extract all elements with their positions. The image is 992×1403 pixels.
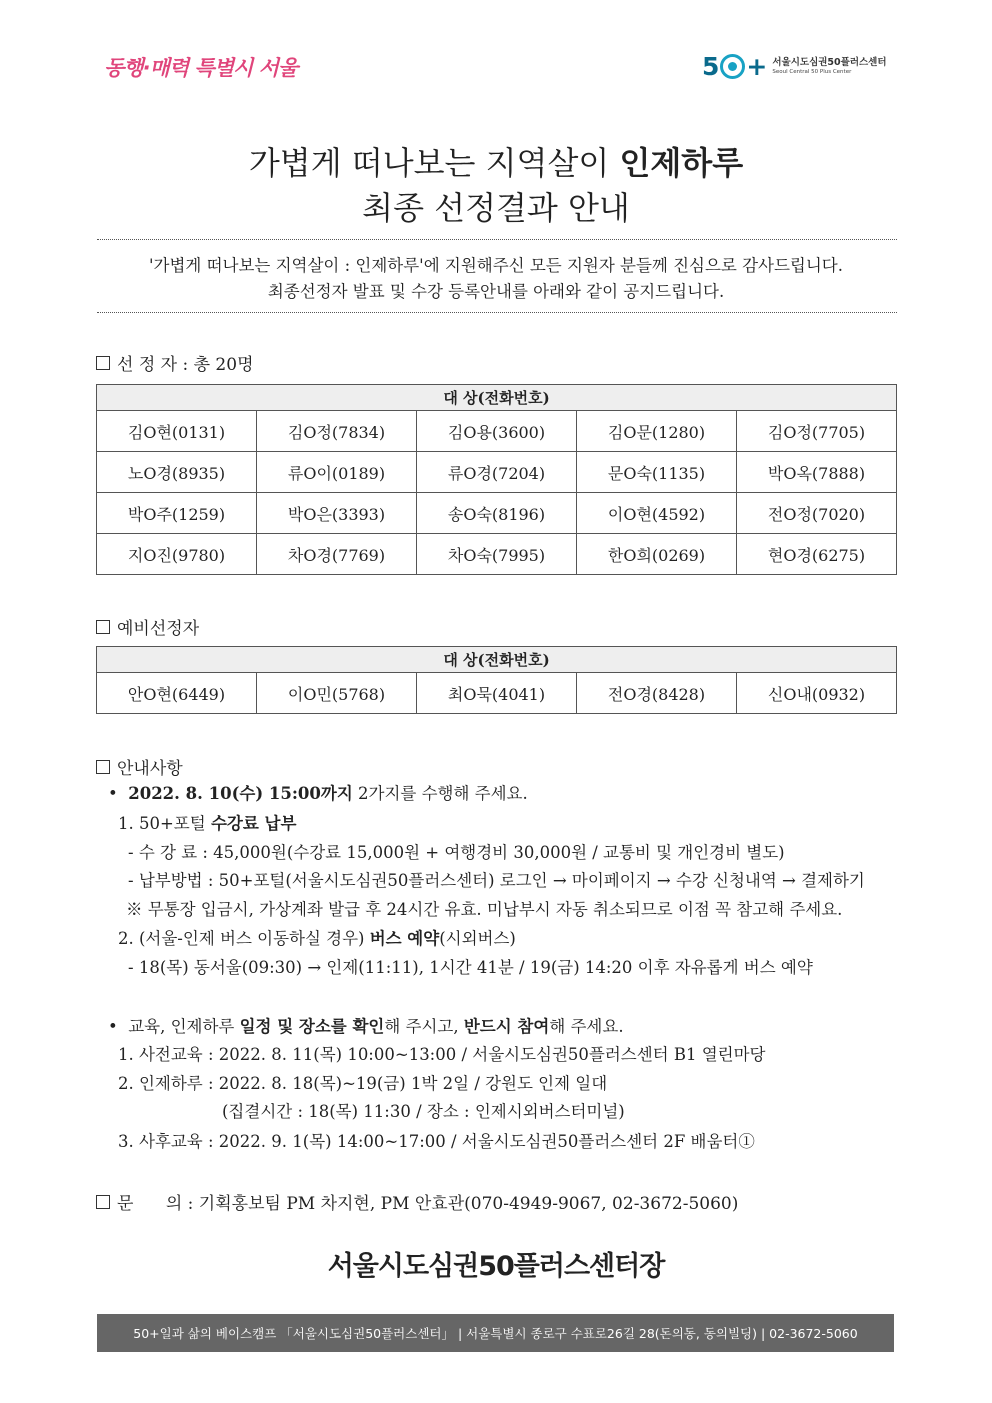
table-row	[97, 673, 897, 714]
table-cell: 이O현(4592)	[577, 493, 737, 534]
notice-bullet-2: • 교육, 인제하루 일정 및 장소를 확인해 주시고, 반드시 참여해 주세요.	[108, 1017, 624, 1036]
checkbox-icon	[96, 356, 110, 370]
notice-item-2: 2. (서울-인제 버스 이동하실 경우) 버스 예약(시외버스)	[118, 929, 516, 948]
table-cell: 전O정(7020)	[737, 493, 897, 534]
table-cell: 차O경(7769)	[257, 534, 417, 575]
checkbox-icon	[96, 760, 110, 774]
table-header: 대 상(전화번호)	[97, 647, 897, 673]
schedule-post-education: 3. 사후교육 : 2022. 9. 1(목) 14:00~17:00 / 서울시도심권50플러스센터 2F 배움터①	[118, 1132, 755, 1151]
center-name-kr: 서울시도심권50플러스센터	[772, 56, 887, 68]
reserve-table	[96, 646, 897, 714]
notice-payment: - 납부방법 : 50+포털(서울시도심권50플러스센터) 로그인 → 마이페이지 → 수강 신청내역 → 결제하기	[128, 871, 865, 890]
table-cell: 김O정(7705)	[737, 411, 897, 452]
table-cell: 차O숙(7995)	[417, 534, 577, 575]
notice-warning: ※ 무통장 입금시, 가상계좌 발급 후 24시간 유효. 미납부시 자동 취소되므로 이점 꼭 참고해 주세요.	[126, 900, 843, 919]
table-cell: 박O은(3393)	[257, 493, 417, 534]
reserve-heading: 예비선정자	[96, 614, 199, 639]
notice-bus: - 18(목) 동서울(09:30) → 인제(11:11), 1시간 41분 / 19(금) 14:20 이후 자유롭게 버스 예약	[128, 958, 813, 977]
table-cell: 류O이(0189)	[257, 452, 417, 493]
center-logo	[702, 52, 887, 81]
intro-text: '가볍게 떠나보는 지역살이 : 인제하루'에 지원해주신 모든 지원자 분들께 진심으로 감사드립니다. 최종선정자 발표 및 수강 등록안내를 아래와 같이 공지드립니다.	[149, 256, 843, 301]
divider-top	[97, 239, 897, 240]
table-cell: 박O옥(7888)	[737, 452, 897, 493]
circle-logo-icon	[720, 54, 745, 79]
table-cell: 현O경(6275)	[737, 534, 897, 575]
checkbox-icon	[96, 620, 110, 634]
notice-fee: - 수 강 료 : 45,000원(수강료 15,000원 + 여행경비 30,000원 / 교통비 및 개인경비 별도)	[128, 843, 785, 862]
table-cell: 박O주(1259)	[97, 493, 257, 534]
table-cell: 김O현(0131)	[97, 411, 257, 452]
selected-table	[96, 384, 897, 575]
center-name-en: Seoul Central 50 Plus Center	[772, 69, 852, 75]
table-cell: 김O용(3600)	[417, 411, 577, 452]
table-cell: 김O문(1280)	[577, 411, 737, 452]
table-cell: 류O경(7204)	[417, 452, 577, 493]
notice-heading: 안내사항	[96, 754, 183, 779]
page-title-line2: 최종 선정결과 안내	[362, 189, 630, 227]
selected-heading: 선 정 자 : 총 20명	[96, 350, 254, 375]
page-title-line1: 가볍게 떠나보는 지역살이 인제하루	[248, 144, 744, 182]
table-row	[97, 411, 897, 452]
table-row	[97, 493, 897, 534]
table-cell: 문O숙(1135)	[577, 452, 737, 493]
table-header: 대 상(전화번호)	[97, 385, 897, 411]
table-cell: 김O정(7834)	[257, 411, 417, 452]
schedule-pre-education: 1. 사전교육 : 2022. 8. 11(목) 10:00~13:00 / 서울시도심권50플러스센터 B1 열린마당	[118, 1045, 766, 1064]
table-cell: 안O현(6449)	[97, 673, 257, 714]
fifty-plus-logo-mark: 5 +	[702, 52, 768, 81]
table-cell: 송O숙(8196)	[417, 493, 577, 534]
footer-bar: 50+일과 삶의 베이스캠프 「서울시도심권50플러스센터」 | 서울특별시 종로구 수표로26길 28(돈의동, 동의빌딩) | 02-3672-5060	[97, 1314, 894, 1352]
table-cell: 이O민(5768)	[257, 673, 417, 714]
closing-signature: 서울시도심권50플러스센터장	[327, 1251, 665, 1282]
seoul-slogan-logo: 동행·매력 특별시 서울	[104, 56, 298, 80]
table-cell: 전O경(8428)	[577, 673, 737, 714]
contact-info: 문 의 : 기획홍보팀 PM 차지현, PM 안효관(070-4949-9067, 02-3672-5060)	[96, 1189, 738, 1214]
schedule-meeting: (집결시간 : 18(목) 11:30 / 장소 : 인제시외버스터미널)	[222, 1102, 625, 1121]
table-cell: 한O희(0269)	[577, 534, 737, 575]
checkbox-icon	[96, 1195, 110, 1209]
schedule-inje-day: 2. 인제하루 : 2022. 8. 18(목)~19(금) 1박 2일 / 강원도 인제 일대	[118, 1074, 608, 1093]
notice-item-1: 1. 50+포털 수강료 납부	[118, 814, 297, 833]
divider-bottom	[97, 312, 897, 313]
table-row	[97, 452, 897, 493]
notice-bullet-1: • 2022. 8. 10(수) 15:00까지 2가지를 수행해 주세요.	[108, 784, 528, 803]
table-cell: 지O진(9780)	[97, 534, 257, 575]
table-cell: 최O묵(4041)	[417, 673, 577, 714]
table-cell: 신O내(0932)	[737, 673, 897, 714]
table-cell: 노O경(8935)	[97, 452, 257, 493]
table-row	[97, 534, 897, 575]
